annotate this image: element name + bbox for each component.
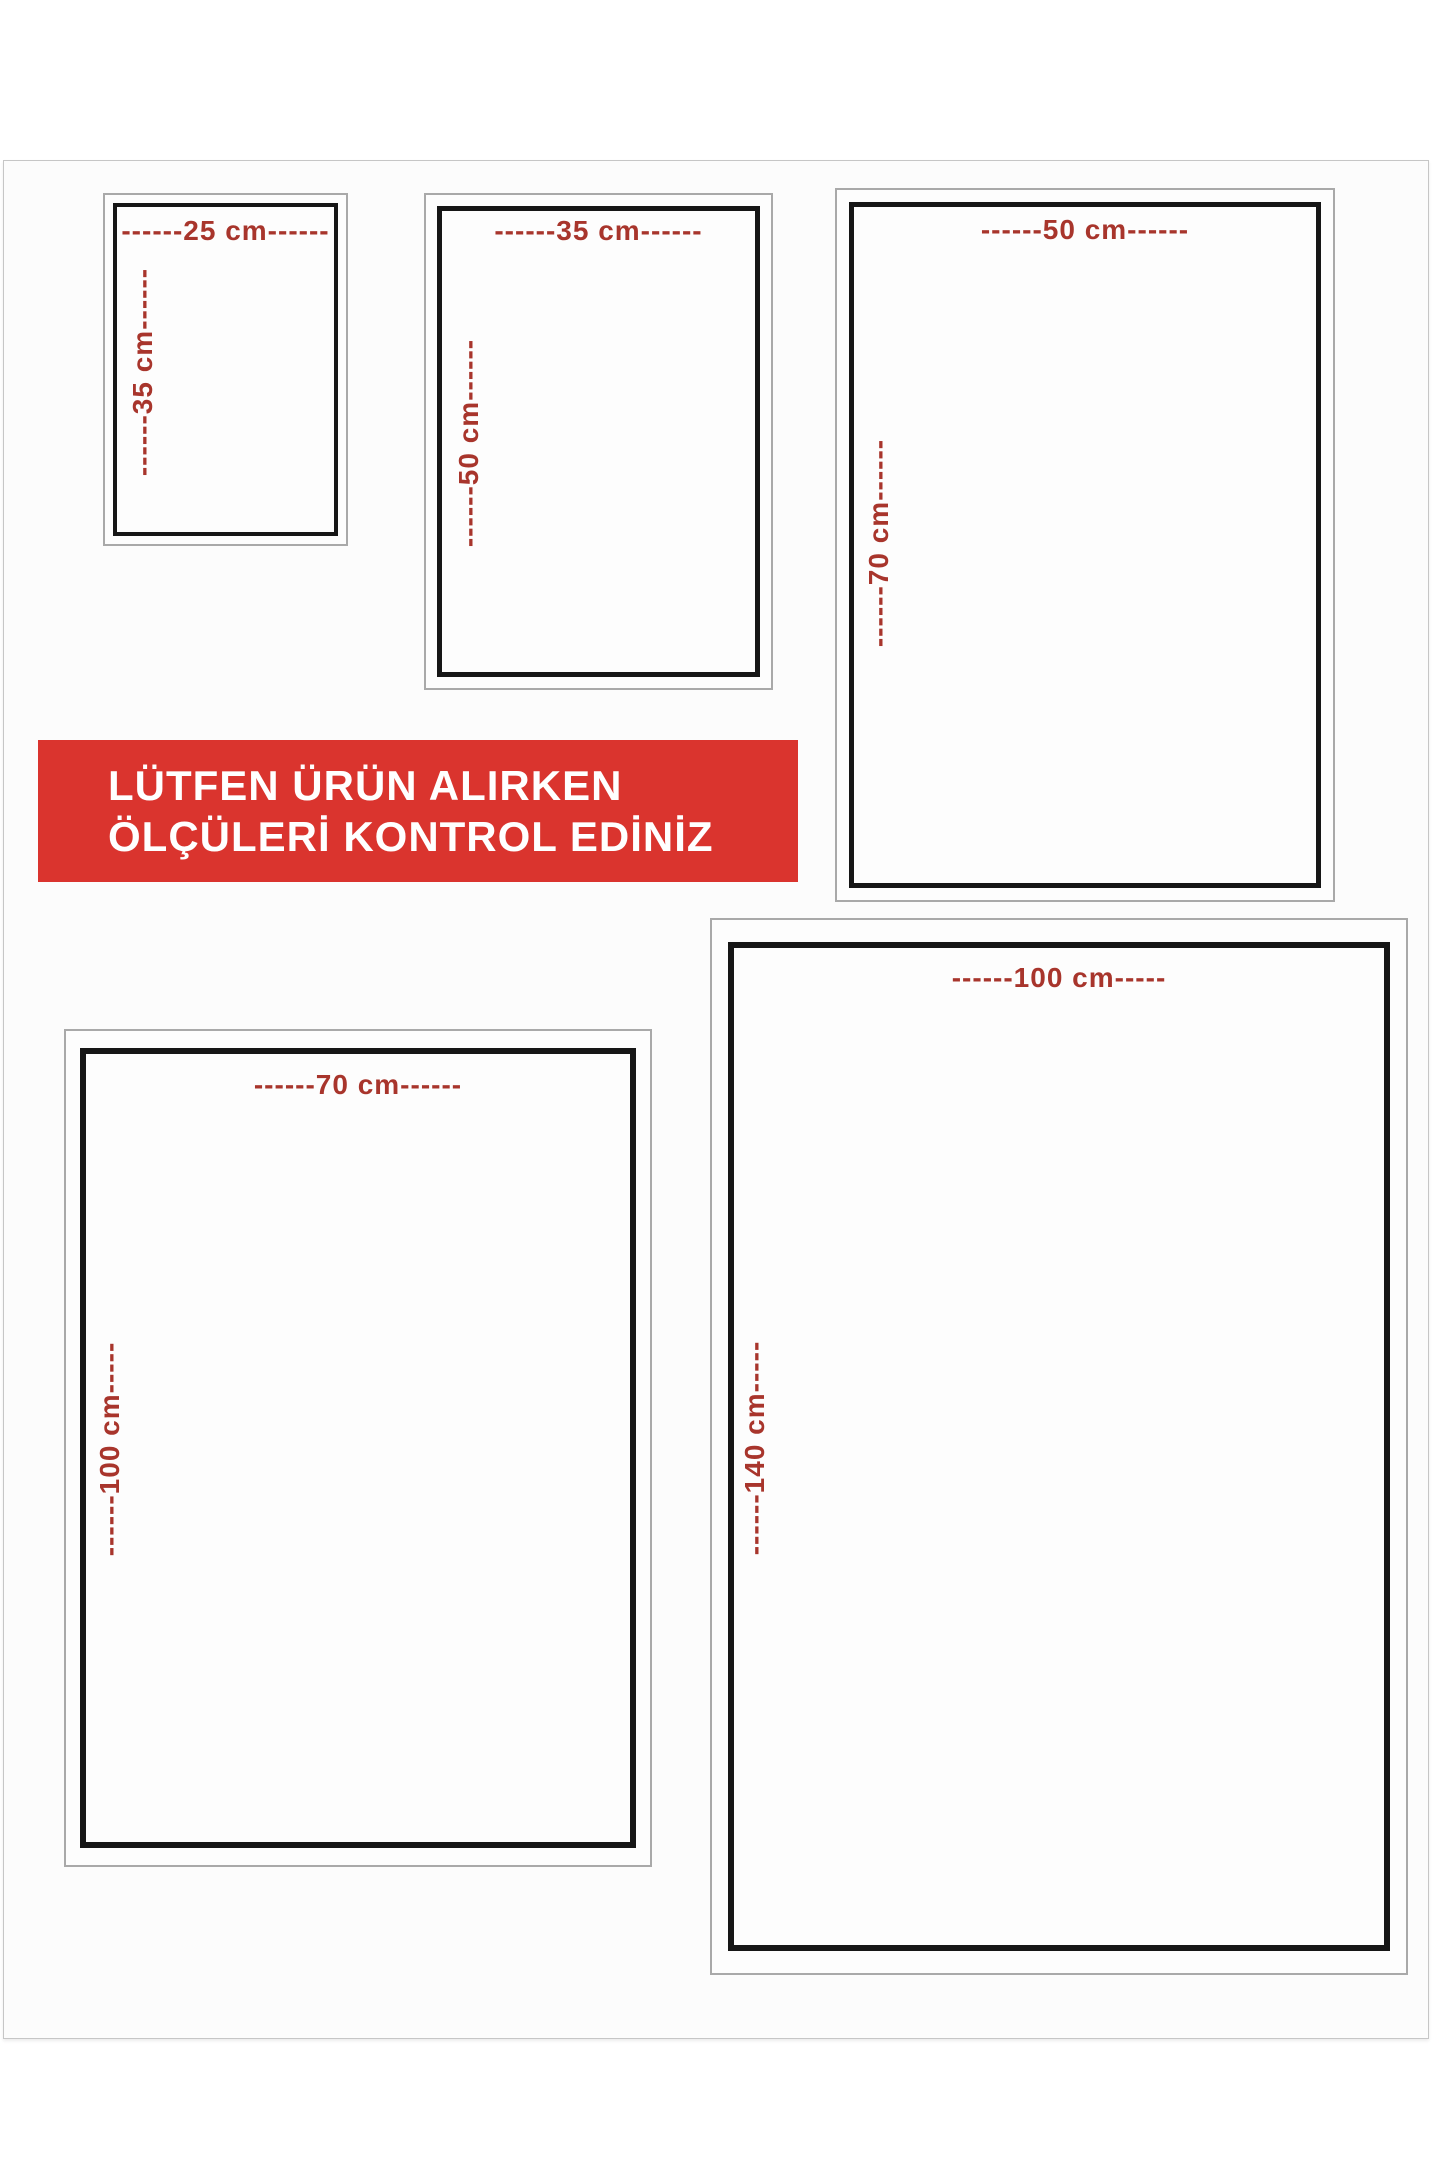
height-label-70cm: ------70 cm------ <box>863 438 894 648</box>
size-box-50x70 <box>835 188 1335 902</box>
size-box-50x70-border <box>849 202 1321 888</box>
width-label-35cm: ------35 cm------ <box>494 215 703 246</box>
width-label-25cm: ------25 cm------ <box>121 215 330 246</box>
size-box-100x140 <box>710 918 1408 1975</box>
height-label-100cm: ------100 cm----- <box>94 1341 125 1557</box>
width-label-50cm: ------50 cm------ <box>980 214 1190 245</box>
size-box-100x140-border <box>728 942 1390 1951</box>
height-label-140cm: ------140 cm----- <box>739 1340 770 1556</box>
height-label-35cm: ------35 cm------ <box>127 267 158 477</box>
size-box-35x50-border <box>437 206 760 677</box>
size-box-70x100-border <box>80 1048 636 1848</box>
height-label-50cm: ------50 cm------ <box>453 338 484 548</box>
size-box-70x100 <box>64 1029 652 1867</box>
warning-banner-line1: LÜTFEN ÜRÜN ALIRKEN <box>108 762 623 809</box>
width-label-100cm: ------100 cm----- <box>951 962 1167 993</box>
size-box-35x50 <box>424 193 773 690</box>
warning-banner <box>38 740 798 882</box>
size-box-25x35 <box>103 193 348 546</box>
width-label-70cm: ------70 cm------ <box>253 1069 463 1100</box>
warning-banner-line2: ÖLÇÜLERİ KONTROL EDİNİZ <box>108 813 714 860</box>
